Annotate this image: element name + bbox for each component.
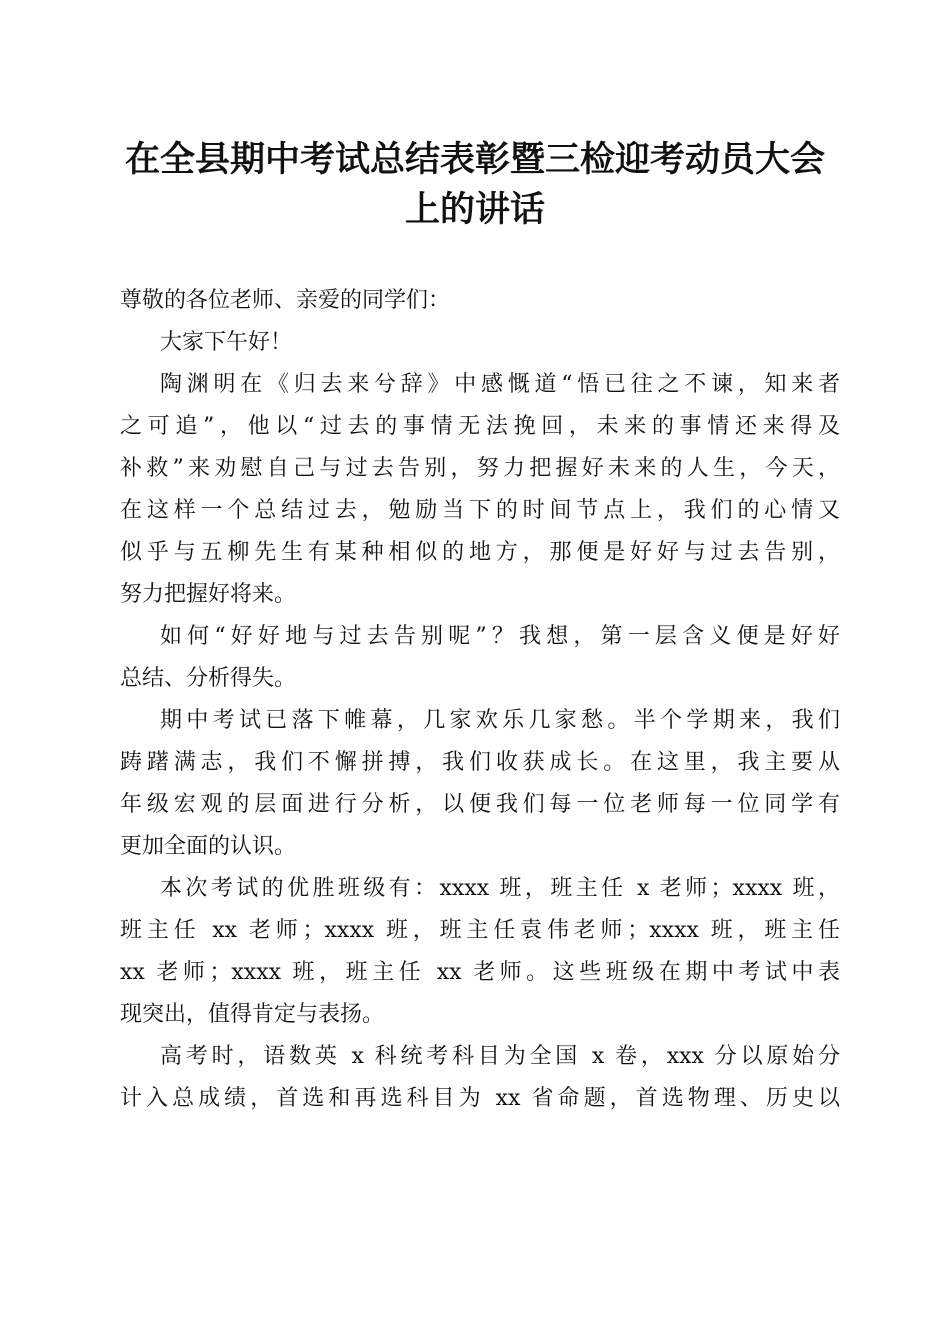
text-line: 高考时，语数英 x 科统考科目为全国 x 卷，xxx 分以原始分 <box>160 1044 840 1069</box>
document-title <box>110 135 840 235</box>
text-line: 努力把握好将来。 <box>120 582 297 607</box>
text-line: 更加全面的认识。 <box>120 834 297 859</box>
document-body <box>120 280 840 1120</box>
text-line: 在这样一个总结过去，勉励当下的时间节点上，我们的心情又 <box>120 498 840 523</box>
paragraph-winning-classes <box>120 868 840 1036</box>
text-line: 期中考试已落下帷幕，几家欢乐几家愁。半个学期来，我们 <box>160 708 840 733</box>
title-line-2: 上的讲话 <box>404 189 545 230</box>
text-line: 现突出，值得肯定与表扬。 <box>120 1002 385 1027</box>
text-line: 似乎与五柳先生有某种相似的地方，那便是好好与过去告别， <box>120 540 840 565</box>
text-line: 之可追”，他以“过去的事情无法挽回，未来的事情还来得及 <box>120 414 840 439</box>
title-line-1: 在全县期中考试总结表彰暨三检迎考动员大会 <box>124 139 825 180</box>
text-line: xx 老师；xxxx 班，班主任 xx 老师。这些班级在期中考试中表 <box>120 960 840 985</box>
text-line: 大家下午好！ <box>160 330 293 355</box>
text-line: 班主任 xx 老师；xxxx 班，班主任袁伟老师；xxxx 班，班主任 <box>120 918 840 943</box>
text-line: 陶渊明在《归去来兮辞》中感慨道“悟已往之不谏，知来者 <box>160 372 840 397</box>
paragraph-tao-yuanming <box>120 364 840 616</box>
text-line: 年级宏观的层面进行分析，以便我们每一位老师每一位同学有 <box>120 792 840 817</box>
paragraph-farewell <box>120 616 840 700</box>
text-line: 补救”来劝慰自己与过去告别，努力把握好未来的人生，今天， <box>120 456 840 481</box>
paragraph-gaokao <box>120 1036 840 1120</box>
paragraph-midterm <box>120 700 840 868</box>
text-line: 总结、分析得失。 <box>120 666 297 691</box>
text-line: 计入总成绩，首选和再选科目为 xx 省命题，首选物理、历史以 <box>120 1086 840 1111</box>
text-line: 踌躇满志，我们不懈拼搏，我们收获成长。在这里，我主要从 <box>120 750 840 775</box>
text-line: 本次考试的优胜班级有：xxxx 班，班主任 x 老师；xxxx 班， <box>160 876 840 901</box>
greeting-paragraph <box>120 322 840 364</box>
text-line: 尊敬的各位老师、亲爱的同学们： <box>120 288 451 313</box>
text-line: 如何“好好地与过去告别呢”？我想，第一层含义便是好好 <box>160 624 840 649</box>
salutation <box>120 280 840 322</box>
